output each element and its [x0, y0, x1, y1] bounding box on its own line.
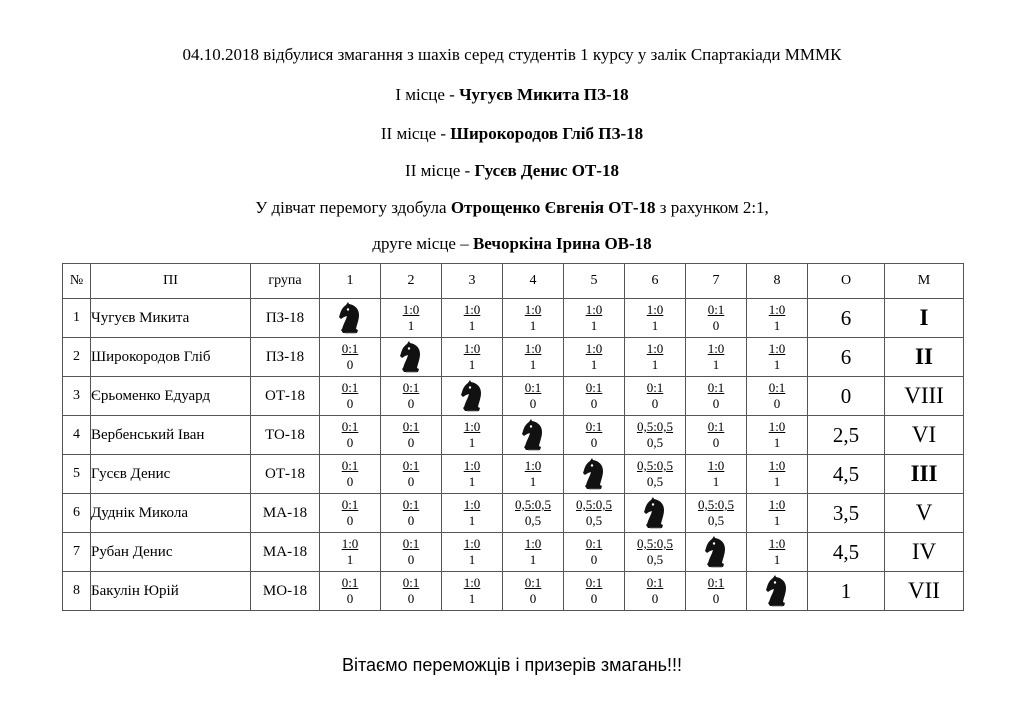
game-points: 1 [529, 357, 537, 372]
third-place-label: II місце - [405, 161, 475, 180]
table-row [63, 572, 964, 611]
game-points: 0 [407, 474, 415, 489]
game-points: 0 [346, 435, 354, 450]
game-score: 0,5:0,5 [514, 497, 552, 512]
game-score: 0:1 [585, 536, 603, 551]
second-place-label: II місце - [380, 124, 451, 143]
total-points: 6 [808, 299, 885, 338]
result-cell [381, 455, 442, 494]
game-points: 1 [407, 318, 415, 333]
row-number: 6 [63, 494, 91, 533]
game-score: 0,5:0,5 [636, 536, 674, 551]
game-score: 1:0 [463, 575, 481, 590]
row-number: 2 [63, 338, 91, 377]
result-cell [564, 533, 625, 572]
player-name: Дуднік Микола [91, 494, 251, 533]
game-points: 0 [773, 396, 781, 411]
game-score: 0:1 [585, 419, 603, 434]
table-row [63, 533, 964, 572]
announcement-line [0, 45, 1024, 65]
girls-winner-post: з рахунком 2:1, [655, 198, 769, 217]
congratulations-footer: Вітаємо переможців і призерів змагань!!! [341, 655, 683, 675]
game-score: 1:0 [341, 536, 359, 551]
game-score: 0:1 [585, 575, 603, 590]
result-cell [625, 416, 686, 455]
game-score: 0:1 [341, 341, 359, 356]
chess-knight-icon [381, 340, 441, 374]
game-points: 1 [590, 357, 598, 372]
game-score: 1:0 [463, 536, 481, 551]
player-name: Вербенський Іван [91, 416, 251, 455]
game-points: 0 [346, 591, 354, 606]
header-round-6: 6 [625, 264, 686, 299]
game-score: 0:1 [646, 575, 664, 590]
final-place: VII [885, 572, 964, 611]
player-name: Чугуєв Микита [91, 299, 251, 338]
result-cell [381, 533, 442, 572]
header-round-8: 8 [747, 264, 808, 299]
game-score: 0:1 [524, 380, 542, 395]
result-cell [320, 572, 381, 611]
game-points: 0 [651, 396, 659, 411]
result-cell [442, 572, 503, 611]
chess-knight-icon [320, 301, 380, 335]
game-points: 0 [712, 435, 720, 450]
result-cell [442, 533, 503, 572]
final-place: VI [885, 416, 964, 455]
game-score: 0:1 [707, 302, 725, 317]
result-cell [503, 377, 564, 416]
result-cell [381, 494, 442, 533]
game-points: 0 [712, 396, 720, 411]
result-cell [564, 494, 625, 533]
chess-knight-icon [442, 379, 502, 413]
player-group: ОТ-18 [251, 377, 320, 416]
player-group: МА-18 [251, 533, 320, 572]
game-points: 1 [468, 474, 476, 489]
game-points: 1 [346, 552, 354, 567]
player-name: Бакулін Юрій [91, 572, 251, 611]
result-cell [442, 494, 503, 533]
header-round-2: 2 [381, 264, 442, 299]
game-score: 1:0 [707, 341, 725, 356]
game-score: 0:1 [707, 380, 725, 395]
table-row [63, 377, 964, 416]
table-row [63, 299, 964, 338]
chess-knight-icon [503, 418, 563, 452]
header-row [63, 264, 964, 299]
diagonal-cell [686, 533, 747, 572]
header-round-5: 5 [564, 264, 625, 299]
result-cell [320, 377, 381, 416]
game-score: 1:0 [463, 419, 481, 434]
game-points: 1 [590, 318, 598, 333]
second-place-name: Широкородов Гліб ПЗ-18 [450, 124, 644, 143]
header-name: ПІ [91, 264, 251, 299]
game-score: 0:1 [402, 419, 420, 434]
game-score: 0,5:0,5 [575, 497, 613, 512]
diagonal-cell [381, 338, 442, 377]
game-score: 0:1 [402, 575, 420, 590]
game-points: 0 [590, 552, 598, 567]
result-cell [442, 338, 503, 377]
game-points: 0,5 [707, 513, 725, 528]
game-points: 1 [773, 513, 781, 528]
result-cell [686, 377, 747, 416]
diagonal-cell [564, 455, 625, 494]
row-number: 1 [63, 299, 91, 338]
game-score: 0:1 [585, 380, 603, 395]
girls-winner-name: Отрощенко Євгенія ОТ-18 [450, 198, 656, 217]
result-cell [686, 299, 747, 338]
final-place: VIII [885, 377, 964, 416]
game-points: 0 [651, 591, 659, 606]
game-points: 0 [346, 357, 354, 372]
chess-knight-icon [747, 574, 807, 608]
row-number: 8 [63, 572, 91, 611]
game-points: 0,5 [585, 513, 603, 528]
game-points: 1 [468, 552, 476, 567]
game-points: 0 [407, 396, 415, 411]
announcement-text: 04.10.2018 відбулися змагання з шахів серед студентів 1 курсу у залік Спартакіади ММMК [182, 45, 842, 64]
third-place-name: Гусєв Денис ОТ-18 [474, 161, 619, 180]
game-points: 1 [468, 591, 476, 606]
game-score: 1:0 [463, 497, 481, 512]
header-group: група [251, 264, 320, 299]
game-score: 1:0 [463, 302, 481, 317]
result-cell [625, 299, 686, 338]
game-score: 0:1 [402, 380, 420, 395]
diagonal-cell [320, 299, 381, 338]
result-cell [503, 299, 564, 338]
game-score: 0:1 [341, 575, 359, 590]
player-name: Єрьоменко Едуард [91, 377, 251, 416]
table-row [63, 416, 964, 455]
result-cell [564, 377, 625, 416]
game-score: 0,5:0,5 [697, 497, 735, 512]
player-group: ТО-18 [251, 416, 320, 455]
game-score: 1:0 [402, 302, 420, 317]
player-name: Гусєв Денис [91, 455, 251, 494]
player-name: Широкородов Гліб [91, 338, 251, 377]
game-score: 0:1 [707, 419, 725, 434]
game-points: 1 [773, 318, 781, 333]
game-points: 0,5 [646, 552, 664, 567]
result-cell [503, 455, 564, 494]
result-cell [686, 494, 747, 533]
total-points: 4,5 [808, 455, 885, 494]
game-score: 1:0 [585, 341, 603, 356]
result-cell [564, 416, 625, 455]
game-score: 1:0 [646, 302, 664, 317]
result-cell [747, 494, 808, 533]
table-row [63, 338, 964, 377]
result-cell [320, 338, 381, 377]
result-cell [381, 416, 442, 455]
game-score: 0:1 [524, 575, 542, 590]
game-points: 0 [346, 396, 354, 411]
header-num: № [63, 264, 91, 299]
game-points: 0,5 [524, 513, 542, 528]
total-points: 1 [808, 572, 885, 611]
result-cell [503, 572, 564, 611]
result-cell [320, 455, 381, 494]
game-points: 1 [468, 318, 476, 333]
game-score: 0:1 [402, 497, 420, 512]
player-group: МО-18 [251, 572, 320, 611]
result-cell [442, 416, 503, 455]
game-score: 0:1 [341, 497, 359, 512]
result-cell [320, 494, 381, 533]
result-cell [503, 533, 564, 572]
game-points: 0 [590, 591, 598, 606]
game-points: 1 [651, 318, 659, 333]
header-round-3: 3 [442, 264, 503, 299]
table-row [63, 455, 964, 494]
game-score: 0:1 [707, 575, 725, 590]
header-place: М [885, 264, 964, 299]
diagonal-cell [625, 494, 686, 533]
result-cell [686, 455, 747, 494]
game-score: 1:0 [463, 458, 481, 473]
game-score: 1:0 [768, 536, 786, 551]
game-score: 0:1 [646, 380, 664, 395]
player-group: МА-18 [251, 494, 320, 533]
game-points: 0 [590, 435, 598, 450]
game-points: 1 [651, 357, 659, 372]
game-score: 0:1 [402, 536, 420, 551]
game-points: 0,5 [646, 435, 664, 450]
total-points: 0 [808, 377, 885, 416]
result-cell [686, 572, 747, 611]
player-name: Рубан Денис [91, 533, 251, 572]
game-points: 1 [773, 357, 781, 372]
second-place-line [0, 124, 1024, 144]
result-cell [686, 416, 747, 455]
result-cell [442, 299, 503, 338]
result-cell [564, 338, 625, 377]
result-cell [564, 299, 625, 338]
game-points: 1 [773, 474, 781, 489]
result-cell [442, 455, 503, 494]
girls-winner-pre: У дівчат перемогу здобула [255, 198, 451, 217]
game-score: 0,5:0,5 [636, 419, 674, 434]
game-score: 0:1 [768, 380, 786, 395]
result-cell [686, 338, 747, 377]
game-score: 0:1 [341, 380, 359, 395]
game-score: 1:0 [768, 458, 786, 473]
final-place: II [885, 338, 964, 377]
diagonal-cell [442, 377, 503, 416]
table-row [63, 494, 964, 533]
total-points: 4,5 [808, 533, 885, 572]
game-points: 0 [346, 474, 354, 489]
game-points: 1 [468, 435, 476, 450]
result-cell [747, 338, 808, 377]
third-place-line [0, 161, 1024, 181]
game-points: 0 [712, 318, 720, 333]
game-score: 1:0 [768, 302, 786, 317]
result-cell [381, 377, 442, 416]
game-points: 0,5 [646, 474, 664, 489]
result-cell [625, 455, 686, 494]
game-points: 0 [529, 591, 537, 606]
result-cell [625, 572, 686, 611]
result-cell [320, 533, 381, 572]
game-score: 1:0 [585, 302, 603, 317]
header-round-7: 7 [686, 264, 747, 299]
game-score: 1:0 [524, 341, 542, 356]
game-score: 1:0 [707, 458, 725, 473]
game-points: 1 [773, 552, 781, 567]
game-points: 1 [529, 474, 537, 489]
total-points: 3,5 [808, 494, 885, 533]
final-place: V [885, 494, 964, 533]
final-place: III [885, 455, 964, 494]
game-score: 1:0 [768, 419, 786, 434]
total-points: 2,5 [808, 416, 885, 455]
header-round-1: 1 [320, 264, 381, 299]
game-score: 0,5:0,5 [636, 458, 674, 473]
result-cell [747, 416, 808, 455]
player-group: ОТ-18 [251, 455, 320, 494]
result-cell [503, 494, 564, 533]
game-points: 1 [773, 435, 781, 450]
girls-winner-line [0, 198, 1024, 218]
first-place-label: I місце - [395, 85, 460, 104]
game-points: 0 [407, 435, 415, 450]
player-group: ПЗ-18 [251, 299, 320, 338]
game-points: 1 [529, 552, 537, 567]
game-points: 1 [468, 513, 476, 528]
first-place-line [0, 85, 1024, 105]
result-cell [625, 377, 686, 416]
game-score: 1:0 [768, 341, 786, 356]
result-cell [381, 299, 442, 338]
result-cell [381, 572, 442, 611]
header-round-4: 4 [503, 264, 564, 299]
result-cell [747, 455, 808, 494]
game-points: 0 [590, 396, 598, 411]
results-table [62, 263, 964, 611]
header-total: О [808, 264, 885, 299]
row-number: 4 [63, 416, 91, 455]
result-cell [625, 533, 686, 572]
game-points: 0 [407, 552, 415, 567]
result-cell [564, 572, 625, 611]
game-points: 1 [468, 357, 476, 372]
game-score: 0:1 [341, 419, 359, 434]
game-points: 1 [712, 357, 720, 372]
chess-knight-icon [686, 535, 746, 569]
result-cell [625, 338, 686, 377]
game-score: 1:0 [768, 497, 786, 512]
row-number: 5 [63, 455, 91, 494]
game-points: 0 [407, 513, 415, 528]
game-points: 0 [712, 591, 720, 606]
chess-knight-icon [625, 496, 685, 530]
girls-second-name: Вечоркіна Ірина ОВ-18 [472, 234, 652, 253]
result-cell [747, 533, 808, 572]
total-points: 6 [808, 338, 885, 377]
result-cell [747, 377, 808, 416]
game-points: 0 [346, 513, 354, 528]
game-points: 0 [529, 396, 537, 411]
row-number: 7 [63, 533, 91, 572]
game-score: 1:0 [463, 341, 481, 356]
diagonal-cell [747, 572, 808, 611]
final-place: I [885, 299, 964, 338]
diagonal-cell [503, 416, 564, 455]
game-score: 1:0 [524, 536, 542, 551]
game-score: 1:0 [524, 458, 542, 473]
first-place-name: Чугуєв Микита ПЗ-18 [459, 85, 629, 104]
row-number: 3 [63, 377, 91, 416]
girls-second-line [0, 234, 1024, 254]
game-points: 0 [407, 591, 415, 606]
player-group: ПЗ-18 [251, 338, 320, 377]
final-place: IV [885, 533, 964, 572]
result-cell [503, 338, 564, 377]
game-points: 1 [712, 474, 720, 489]
game-points: 1 [529, 318, 537, 333]
game-score: 0:1 [402, 458, 420, 473]
game-score: 1:0 [524, 302, 542, 317]
result-cell [320, 416, 381, 455]
game-score: 1:0 [646, 341, 664, 356]
girls-second-label: друге місце – [372, 234, 473, 253]
result-cell [747, 299, 808, 338]
chess-knight-icon [564, 457, 624, 491]
game-score: 0:1 [341, 458, 359, 473]
